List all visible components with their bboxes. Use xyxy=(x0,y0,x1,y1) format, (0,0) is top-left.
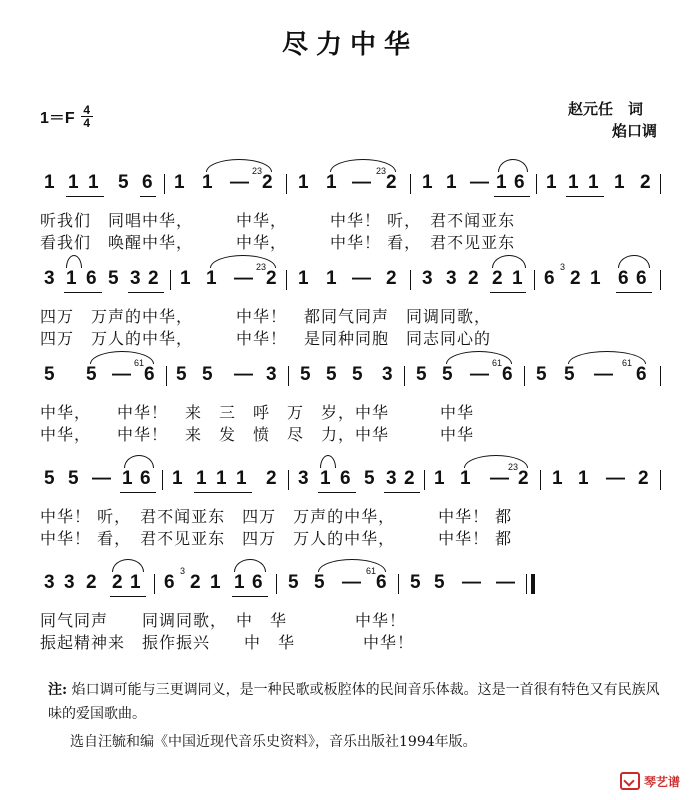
note: 1 xyxy=(496,172,507,193)
logo-text: 琴艺谱 xyxy=(643,774,680,789)
note: 2 xyxy=(492,268,503,289)
note: 2 xyxy=(640,172,651,193)
note: 5 xyxy=(434,572,445,593)
note: 5 xyxy=(300,364,311,385)
note: 6 xyxy=(376,572,387,593)
note: 2 xyxy=(404,468,415,489)
note: — xyxy=(462,572,481,593)
note: — xyxy=(470,364,489,385)
note: 5 xyxy=(536,364,547,385)
grace-note: 3 xyxy=(560,262,566,272)
note: 6 xyxy=(636,364,647,385)
key-label: 1＝F xyxy=(40,110,75,127)
note: 2 xyxy=(518,468,529,489)
score-system-1 xyxy=(30,160,670,254)
note: 6 xyxy=(340,468,351,489)
note: — xyxy=(496,572,515,593)
lyric-line-1: 四万 万声的中华， 中华！ 都同气同声 同调同歌， xyxy=(40,307,492,326)
note: 1 xyxy=(298,172,309,193)
note: 5 xyxy=(326,364,337,385)
grace-note: 23 xyxy=(252,166,263,176)
notation-line xyxy=(30,352,670,388)
grace-note: 61 xyxy=(134,358,145,368)
note: 5 xyxy=(416,364,427,385)
note: — xyxy=(92,468,111,489)
note: 3 xyxy=(64,572,75,593)
note: 6 xyxy=(252,572,263,593)
grace-note: 23 xyxy=(508,462,519,472)
note: 1 xyxy=(68,172,79,193)
note: 3 xyxy=(298,468,309,489)
note: 5 xyxy=(410,572,421,593)
note: — xyxy=(490,468,509,489)
grace-note: 3 xyxy=(180,566,186,576)
note: 2 xyxy=(266,268,277,289)
note: 2 xyxy=(570,268,581,289)
time-signature xyxy=(81,104,93,129)
grace-note: 23 xyxy=(376,166,387,176)
footnote xyxy=(48,678,668,726)
note: 6 xyxy=(544,268,555,289)
note: 1 xyxy=(546,172,557,193)
note: 2 xyxy=(638,468,649,489)
lyric-line-1: 中华， 中华！ 来 三 呼 万 岁，中华 中华 xyxy=(40,403,475,422)
lyric-line-2: 四万 万人的中华， 中华！ 是同种同胞 同志同心的 xyxy=(40,329,492,348)
note: — xyxy=(234,268,253,289)
note: 5 xyxy=(288,572,299,593)
note: 1 xyxy=(552,468,563,489)
notation-line xyxy=(30,560,670,596)
note: 5 xyxy=(44,364,55,385)
note: 2 xyxy=(262,172,273,193)
note: — xyxy=(352,268,371,289)
note: 6 xyxy=(140,468,151,489)
note: 1 xyxy=(422,172,433,193)
note: 5 xyxy=(314,572,325,593)
note: 6 xyxy=(142,172,153,193)
note: 5 xyxy=(44,468,55,489)
note: 6 xyxy=(636,268,647,289)
note: 1 xyxy=(180,268,191,289)
note: 1 xyxy=(216,468,227,489)
note: 6 xyxy=(502,364,513,385)
note: 1 xyxy=(460,468,471,489)
time-denominator: 4 xyxy=(83,116,91,130)
note: 1 xyxy=(614,172,625,193)
note: 1 xyxy=(326,268,337,289)
lyric-line-2: 振起精神来 振作振兴 中 华 中华！ xyxy=(40,633,415,652)
lyric-line-2: 中华， 中华！ 来 发 愤 尽 力，中华 中华 xyxy=(40,425,475,444)
note: 6 xyxy=(618,268,629,289)
note: 2 xyxy=(468,268,479,289)
note: 1 xyxy=(174,172,185,193)
note: 1 xyxy=(206,268,217,289)
score-system-2 xyxy=(30,256,670,350)
note: 1 xyxy=(210,572,221,593)
lyric-line-1: 中华！ 听， 君不闻亚东 四万 万声的中华， 中华！ 都 xyxy=(40,507,513,526)
note: 1 xyxy=(172,468,183,489)
grace-note: 23 xyxy=(256,262,267,272)
note: 2 xyxy=(190,572,201,593)
note: — xyxy=(342,572,361,593)
note: 3 xyxy=(386,468,397,489)
note: 2 xyxy=(386,268,397,289)
note: 5 xyxy=(202,364,213,385)
notation-line xyxy=(30,160,670,196)
note: 6 xyxy=(164,572,175,593)
note: — xyxy=(112,364,131,385)
lyric-line-2: 看我们 唤醒中华， 中华， 中华！ 看， 君不见亚东 xyxy=(40,233,516,252)
lyricist-credit: 赵元任 词 xyxy=(568,100,644,118)
note: 5 xyxy=(108,268,119,289)
note: 1 xyxy=(298,268,309,289)
note: 3 xyxy=(44,268,55,289)
lyric-line-1: 听我们 同唱中华， 中华， 中华！ 听， 君不闻亚东 xyxy=(40,211,516,230)
note: — xyxy=(352,172,371,193)
note: 1 xyxy=(234,572,245,593)
note: 6 xyxy=(144,364,155,385)
note: 1 xyxy=(588,172,599,193)
notation-line xyxy=(30,456,670,492)
note: 3 xyxy=(266,364,277,385)
note: 3 xyxy=(382,364,393,385)
footnote-label: 注: xyxy=(48,682,68,698)
note: — xyxy=(606,468,625,489)
note: 3 xyxy=(446,268,457,289)
grace-note: 61 xyxy=(492,358,503,368)
note: 1 xyxy=(512,268,523,289)
key-signature xyxy=(40,104,93,129)
note: 1 xyxy=(434,468,445,489)
note: 5 xyxy=(68,468,79,489)
note: — xyxy=(470,172,489,193)
lyric-line-2: 中华！ 看， 君不见亚东 四万 万人的中华， 中华！ 都 xyxy=(40,529,513,548)
note: 5 xyxy=(176,364,187,385)
note: 3 xyxy=(44,572,55,593)
note: 1 xyxy=(88,172,99,193)
grace-note: 61 xyxy=(366,566,377,576)
score-system-5 xyxy=(30,560,670,654)
note: 6 xyxy=(514,172,525,193)
logo-icon xyxy=(620,772,640,790)
note: 1 xyxy=(320,468,331,489)
note: 2 xyxy=(112,572,123,593)
note: 5 xyxy=(442,364,453,385)
note: 1 xyxy=(44,172,55,193)
source-note: 选自汪毓和编《中国近现代音乐史资料》，音乐出版社1994年版。 xyxy=(70,734,477,750)
note: 2 xyxy=(86,572,97,593)
note: 2 xyxy=(266,468,277,489)
note: 1 xyxy=(578,468,589,489)
note: — xyxy=(594,364,613,385)
note: 6 xyxy=(86,268,97,289)
notation-line xyxy=(30,256,670,292)
time-numerator: 4 xyxy=(83,103,91,117)
note: 1 xyxy=(236,468,247,489)
note: 1 xyxy=(326,172,337,193)
note: — xyxy=(234,364,253,385)
footnote-text: 焰口调可能与三更调同义，是一种民歌或板腔体的民间音乐体裁。这是一首很有特色又有民族风味的爱国歌曲。 xyxy=(48,682,660,722)
note: 5 xyxy=(352,364,363,385)
note: 3 xyxy=(130,268,141,289)
grace-note: 61 xyxy=(622,358,633,368)
note: 5 xyxy=(564,364,575,385)
note: 5 xyxy=(118,172,129,193)
note: 1 xyxy=(568,172,579,193)
note: 1 xyxy=(130,572,141,593)
note: 1 xyxy=(590,268,601,289)
song-title: 尽力中华 xyxy=(281,30,418,60)
note: 2 xyxy=(148,268,159,289)
tune-credit: 焰口调 xyxy=(612,122,658,140)
lyric-line-1: 同气同声 同调同歌， 中 华 中华！ xyxy=(40,611,407,630)
site-logo xyxy=(620,772,680,790)
note: 1 xyxy=(196,468,207,489)
note: 1 xyxy=(446,172,457,193)
note: 2 xyxy=(386,172,397,193)
note: 3 xyxy=(422,268,433,289)
score-system-4 xyxy=(30,456,670,550)
note: 1 xyxy=(66,268,77,289)
note: 5 xyxy=(364,468,375,489)
note: 1 xyxy=(122,468,133,489)
note: 1 xyxy=(202,172,213,193)
note: 5 xyxy=(86,364,97,385)
note: — xyxy=(230,172,249,193)
score-system-3 xyxy=(30,352,670,446)
